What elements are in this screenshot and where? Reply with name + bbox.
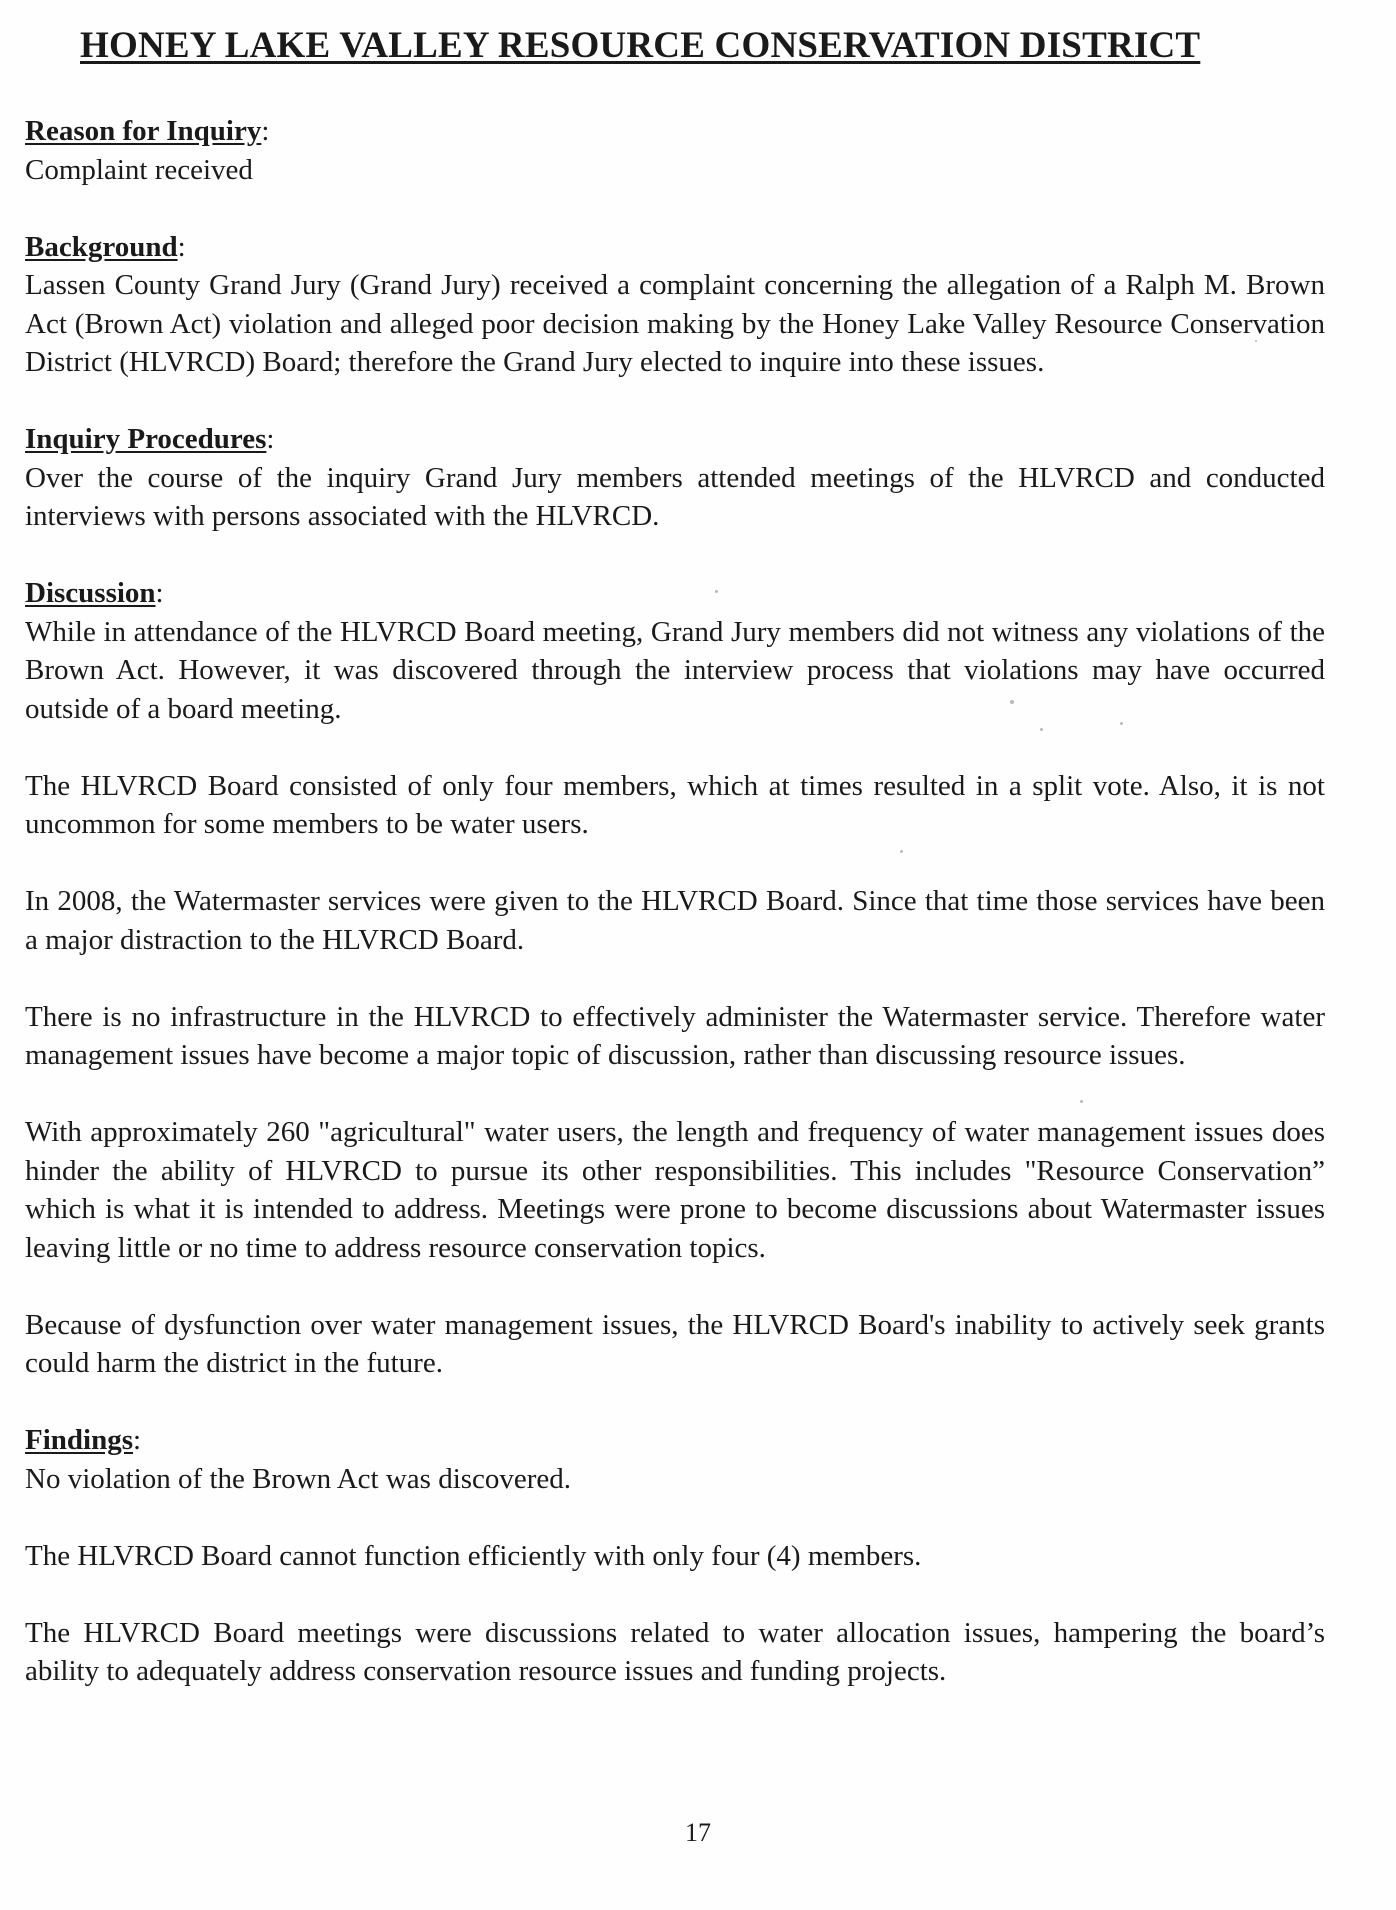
document-body	[25, 112, 1325, 1691]
paragraph: In 2008, the Watermaster services were given to the HLVRCD Board. Since that time those services have been a major distraction to the HLVRCD Board.	[25, 885, 1325, 956]
section-heading-colon: :	[177, 230, 186, 263]
section-inquiry-procedures	[25, 420, 1325, 536]
paragraph: The HLVRCD Board consisted of only four members, which at times resulted in a split vote. Also, it is not uncommon for some members to be water users.	[25, 769, 1325, 840]
scan-speck	[715, 590, 718, 593]
section-heading-label: Background	[25, 230, 178, 263]
section-heading	[25, 112, 1325, 151]
section-heading-colon: :	[261, 115, 270, 147]
scan-speck	[1080, 1100, 1083, 1103]
section-heading	[25, 1421, 1325, 1460]
paragraph: Lassen County Grand Jury (Grand Jury) received a complaint concerning the allegation of a Ralph M. Brown Act (Brown Act) violation and alleged poor decision making by the Honey Lake Valley Resource Conservation District (HLVRCD) Board; therefore the Grand Jury elected to inquire into these issues.	[25, 269, 1325, 378]
page-number: 17	[685, 1818, 711, 1847]
section-heading	[25, 574, 1325, 613]
paragraph: The HLVRCD Board cannot function efficiently with only four (4) members.	[25, 1539, 922, 1572]
paragraph: Over the course of the inquiry Grand Jury members attended meetings of the HLVRCD and conducted interviews with persons associated with the HLVRCD.	[25, 461, 1325, 532]
paragraph: While in attendance of the HLVRCD Board meeting, Grand Jury members did not witness any violations of the Brown Act. However, it was discovered through the interview process that violations may have occurred outside of a board meeting.	[25, 615, 1325, 725]
scan-speck	[1040, 728, 1043, 731]
paragraph: The HLVRCD Board meetings were discussions related to water allocation issues, hampering the board’s ability to adequately address conservation resource issues and funding projects.	[25, 1616, 1325, 1687]
section-reason-for-inquiry	[25, 112, 1325, 189]
scan-speck	[1120, 722, 1123, 725]
section-heading-colon: :	[266, 423, 275, 455]
section-heading-label: Findings	[25, 1424, 133, 1456]
section-heading	[25, 228, 1325, 267]
section-heading-colon: :	[155, 577, 164, 609]
section-heading-colon: :	[133, 1424, 142, 1456]
scan-speck	[1255, 340, 1257, 342]
paragraph: No violation of the Brown Act was discovered.	[25, 1462, 572, 1495]
section-heading	[25, 420, 1325, 459]
section-heading-label: Inquiry Procedures	[25, 423, 267, 455]
section-background	[25, 228, 1325, 382]
paragraph: Because of dysfunction over water management issues, the HLVRCD Board's inability to actively seek grants could harm the district in the future.	[25, 1308, 1325, 1379]
section-heading-label: Discussion	[25, 577, 156, 609]
paragraph: There is no infrastructure in the HLVRCD to effectively administer the Watermaster service. Therefore water management issues have become a major topic of discussion, rather than discussing resource issues.	[25, 1000, 1325, 1071]
section-findings	[25, 1421, 1325, 1691]
scan-speck	[1010, 700, 1014, 704]
paragraph: Complaint received	[25, 153, 253, 186]
section-discussion	[25, 574, 1325, 1383]
section-heading-label: Reason for Inquiry	[25, 115, 262, 147]
paragraph: With approximately 260 "agricultural" water users, the length and frequency of water management issues does hinder the ability of HLVRCD to pursue its other responsibilities. This includes "Resource Conservation” which is what it is intended to address. Meetings were prone to become discussions about Watermaster issues leaving little or no time to address resource conservation topics.	[25, 1116, 1325, 1264]
document-title: HONEY LAKE VALLEY RESOURCE CONSERVATION DISTRICT	[80, 25, 1201, 66]
scan-speck	[900, 850, 903, 853]
